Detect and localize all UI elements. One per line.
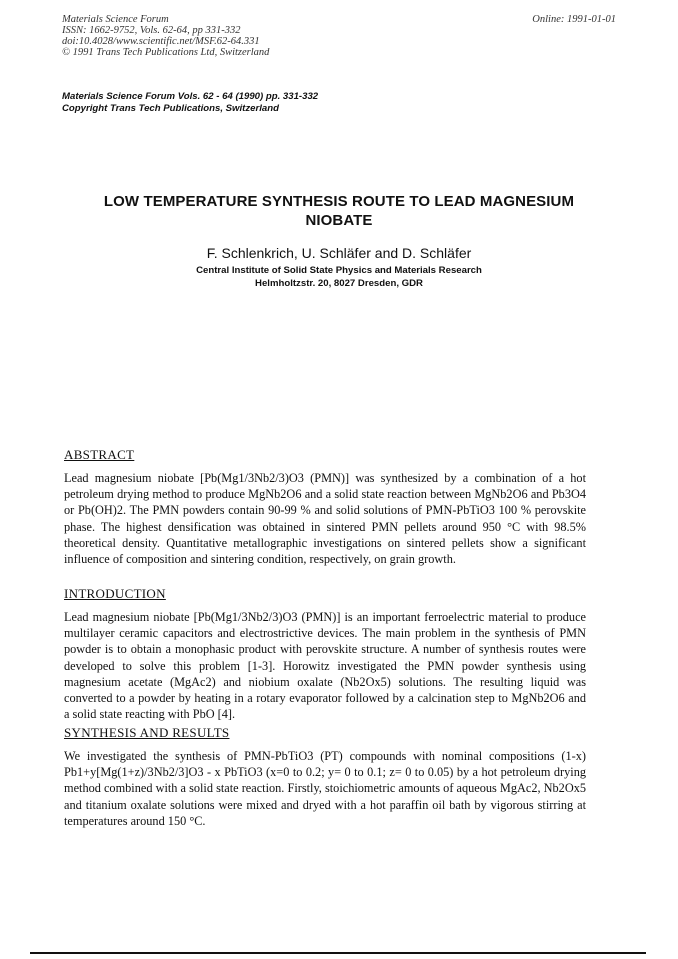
synthesis-text: We investigated the synthesis of PMN-PbTiO3 (PT) compounds with nominal compositions (1-x) Pb1+y[Mg(1+z)/3Nb2/3]O3 - x PbTiO3 (x=0 to 0.2; y= 0 to 0.1; z= 0 to 0.05) by a hot petroleum drying method combined with a solid state reaction. Firstly, stoichiometric amounts of aqueous MgAc2, Nb2Ox5 and titanium oxalate solutions were mixed and dryed with a hot paraffin oil bath by vigorous stirring at temperatures around 150 °C. (64, 749, 586, 828)
journal-info (62, 91, 318, 115)
affiliation-line: Central Institute of Solid State Physics and Materials Research (196, 265, 482, 276)
title-line: LOW TEMPERATURE SYNTHESIS ROUTE TO LEAD MAGNESIUM (103, 193, 575, 210)
synthesis-heading: SYNTHESIS AND RESULTS (64, 725, 230, 740)
bottom-rule (30, 952, 646, 954)
citation-line: © 1991 Trans Tech Publications Ltd, Switzerland (62, 47, 270, 58)
affiliation (70, 264, 608, 290)
abstract-text: Lead magnesium niobate [Pb(Mg1/3Nb2/3)O3 (PMN)] was synthesized by a combination of a hot petroleum drying method to produce MgNb2O6 and a solid state reaction between MgNb2O6 and Pb3O4 or Pb(OH)2. The PMN powders contain 90-99 % and solid solutions of PMN-PbTiO3 100 % perovskite phase. The highest densification was obtained in sintered PMN pellets around 950 °C with 98.5% theoretical density. Quantitative metallographic investigations on sintered pellets show a significant influence of composition and sintering condition, respectively, on grain growth. (64, 471, 586, 567)
citation-header (62, 14, 269, 58)
journal-volume-line: Materials Science Forum Vols. 62 - 64 (1990) pp. 331-332 (62, 91, 319, 102)
paper-title (70, 192, 608, 230)
abstract-heading: ABSTRACT (64, 447, 135, 462)
journal-copyright-line: Copyright Trans Tech Publications, Switzerland (62, 103, 279, 114)
authors: F. Schlenkrich, U. Schläfer and D. Schläfer (206, 245, 472, 261)
citation-line: doi:10.4028/www.scientific.net/MSF.62-64.331 (62, 36, 260, 47)
citation-line: ISSN: 1662-9752, Vols. 62-64, pp 331-332 (62, 25, 241, 36)
citation-line: Materials Science Forum (62, 14, 169, 25)
introduction-text: Lead magnesium niobate [Pb(Mg1/3Nb2/3)O3 (PMN)] is an important ferroelectric material to produce multilayer ceramic capacitors and electrostrictive devices. The main problem in the synthesis of PMN powder is to obtain a monophasic product with perovskite structure. A number of synthesis routes were developed to solve this problem [1-3]. Horowitz investigated the PMN powder synthesis using magnesium acetate (MgAc2) and niobium oxalate (Nb2Ox5) solutions. The resulting liquid was converted to a powder by heating in a rotary evaporator followed by a calcination step to MgNb2O6 and a solid state reacting with PbO [4]. (64, 610, 586, 722)
affiliation-line: Helmholtzstr. 20, 8027 Dresden, GDR (255, 278, 423, 289)
online-date: Online: 1991-01-01 (532, 14, 616, 25)
title-line: NIOBATE (305, 212, 373, 229)
introduction-heading: INTRODUCTION (64, 586, 166, 601)
